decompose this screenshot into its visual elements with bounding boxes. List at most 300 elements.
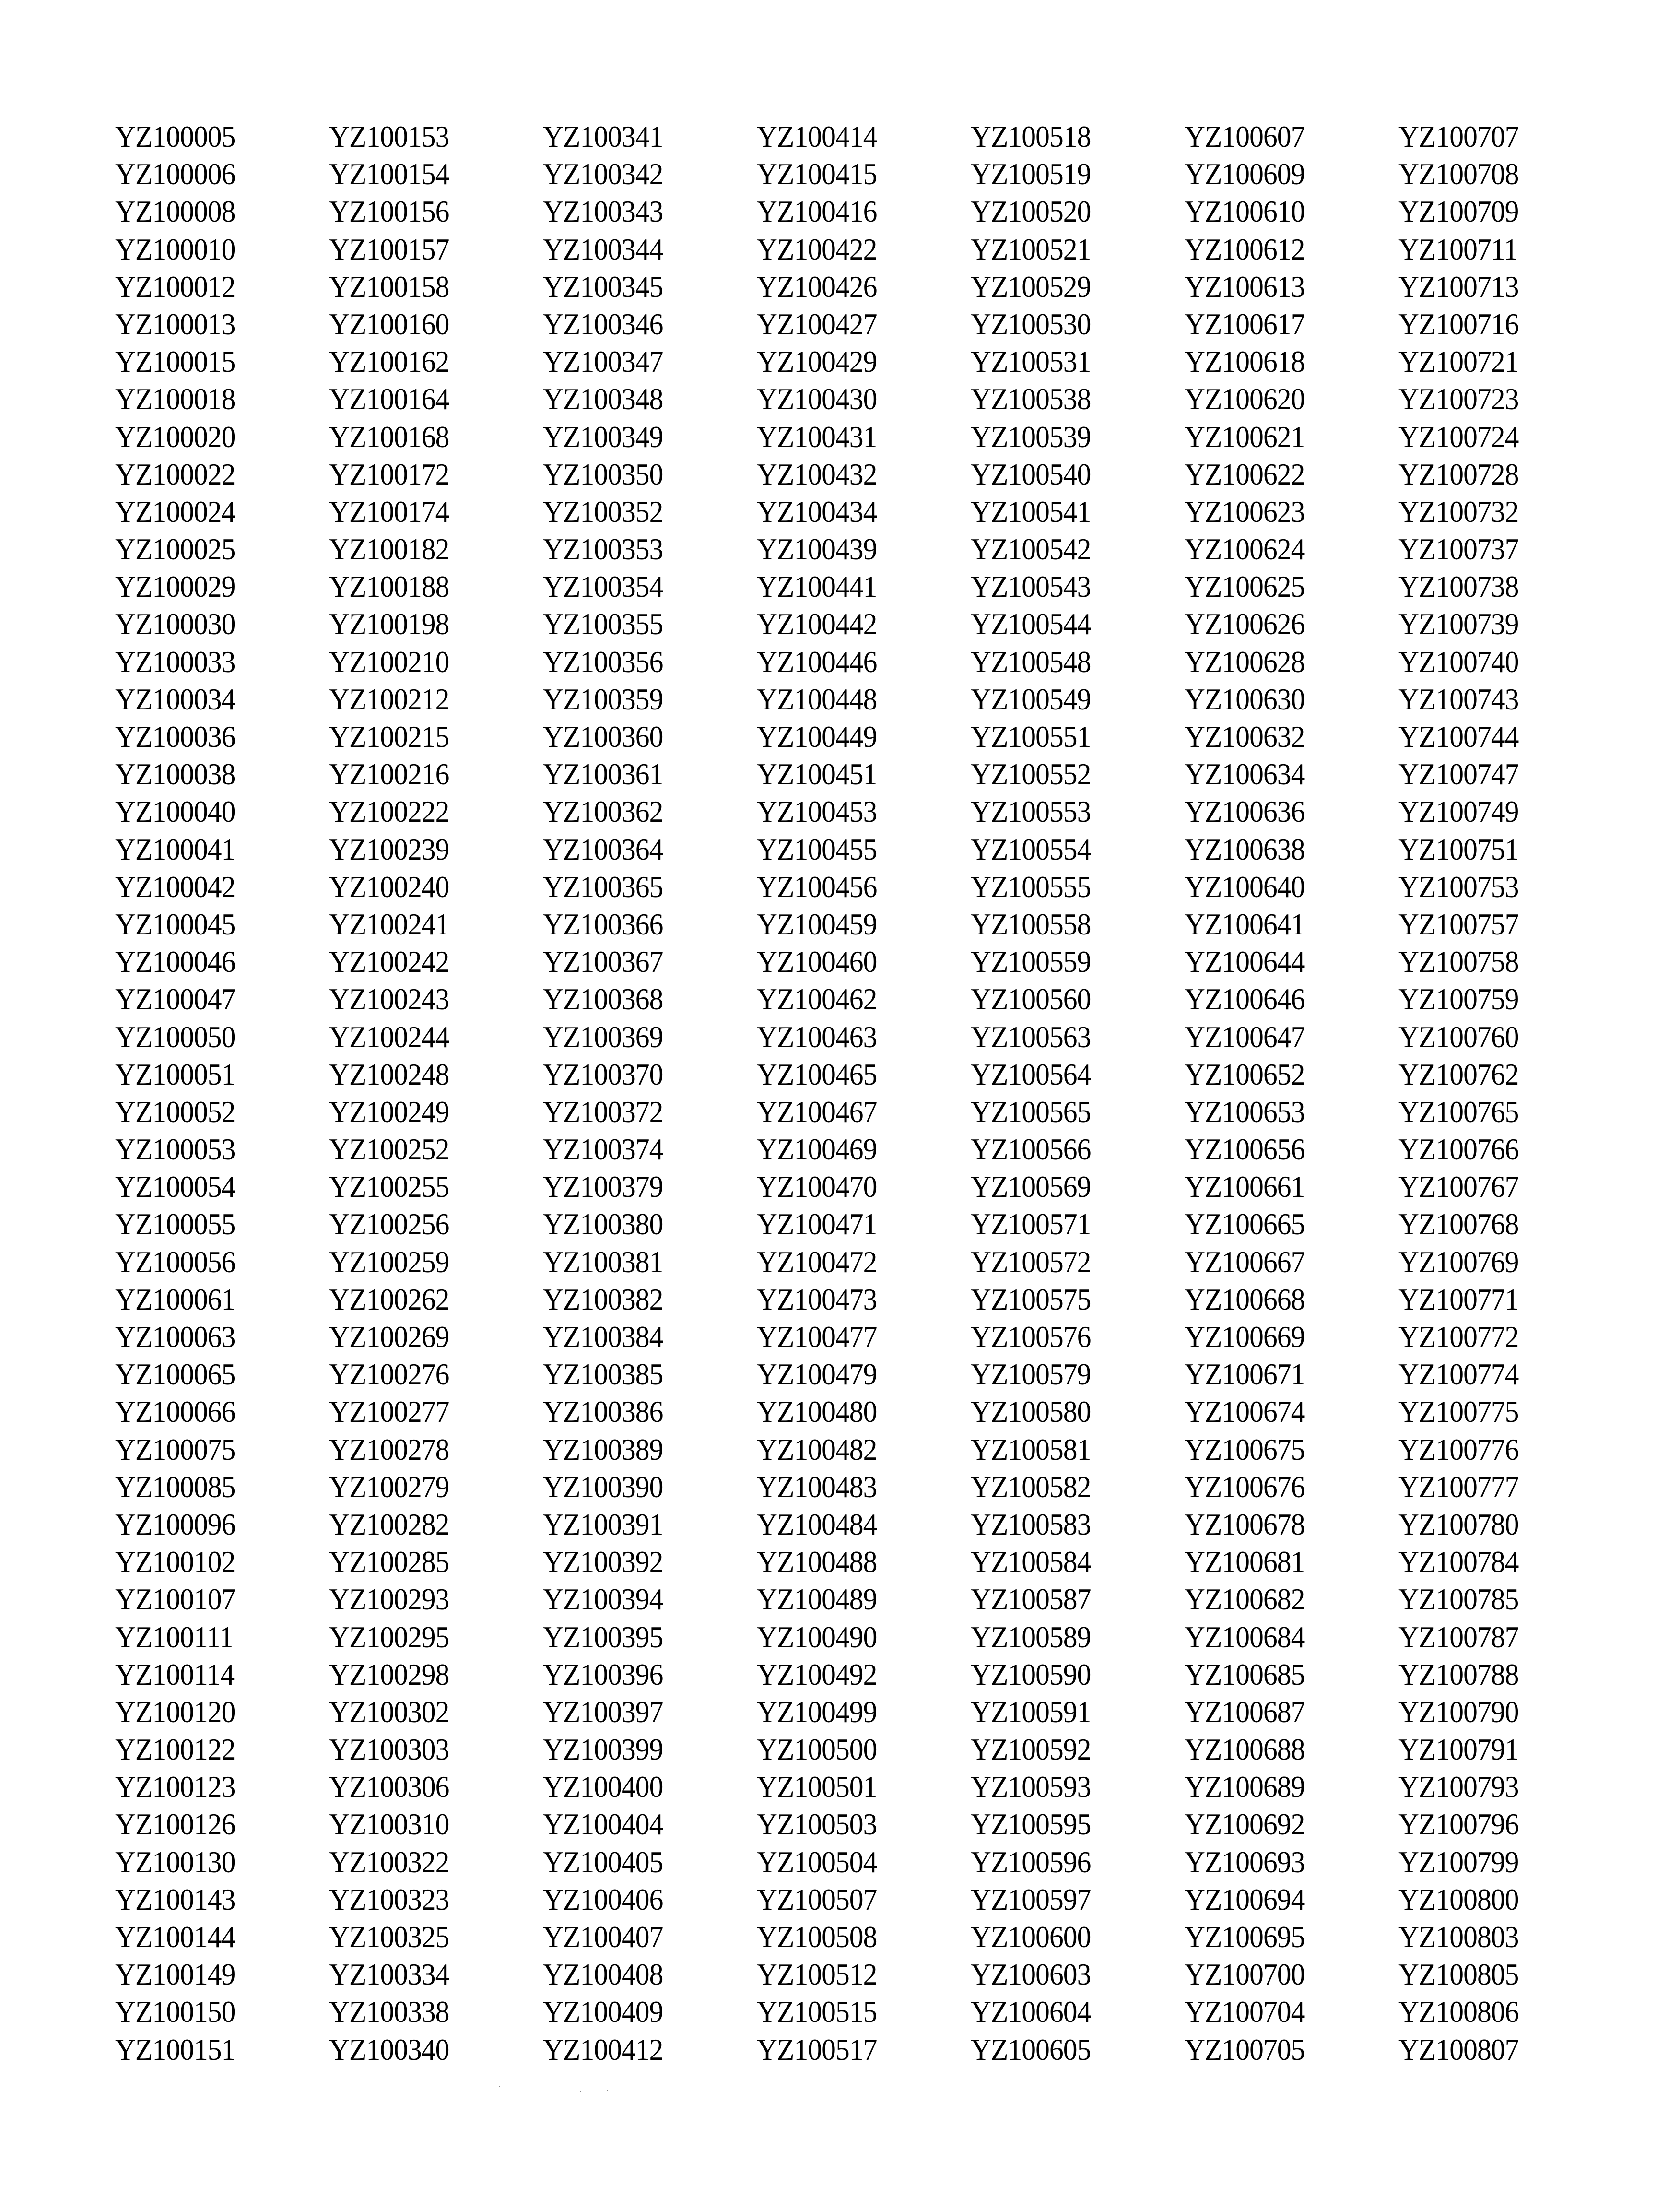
id-code-entry: YZ100123 — [115, 1770, 235, 1804]
id-code-entry: YZ100370 — [543, 1057, 663, 1091]
id-code-entry: YZ100362 — [543, 794, 663, 829]
id-code-entry: YZ100045 — [115, 907, 235, 941]
id-code-entry: YZ100732 — [1398, 494, 1519, 529]
id-code-entry: YZ100678 — [1185, 1507, 1305, 1541]
id-code-entry: YZ100053 — [115, 1132, 235, 1167]
id-code-entry: YZ100489 — [757, 1582, 877, 1617]
id-code-entry: YZ100054 — [115, 1170, 235, 1204]
id-code-entry: YZ100348 — [543, 382, 663, 416]
id-code-entry: YZ100621 — [1185, 419, 1305, 454]
id-code-entry: YZ100038 — [115, 757, 235, 792]
id-code-entry: YZ100501 — [757, 1770, 877, 1804]
id-code-entry: YZ100352 — [543, 494, 663, 529]
id-code-entry: YZ100322 — [329, 1844, 449, 1879]
id-code-entry: YZ100130 — [115, 1844, 235, 1879]
id-code-entry: YZ100605 — [971, 2032, 1091, 2067]
id-code-entry: YZ100603 — [971, 1957, 1091, 1992]
id-code-entry: YZ100252 — [329, 1132, 449, 1167]
id-code-entry: YZ100160 — [329, 307, 449, 341]
id-code-entry: YZ100382 — [543, 1282, 663, 1316]
id-code-entry: YZ100575 — [971, 1282, 1091, 1316]
id-code-entry: YZ100721 — [1398, 344, 1519, 379]
id-code-entry: YZ100806 — [1398, 1995, 1519, 2029]
id-code-entry: YZ100519 — [971, 157, 1091, 191]
id-code-entry: YZ100405 — [543, 1844, 663, 1879]
id-code-entry: YZ100480 — [757, 1395, 877, 1429]
id-code-entry: YZ100354 — [543, 569, 663, 604]
id-code-entry: YZ100427 — [757, 307, 877, 341]
id-code-entry: YZ100368 — [543, 982, 663, 1016]
id-code-entry: YZ100620 — [1185, 382, 1305, 416]
id-code-entry: YZ100803 — [1398, 1920, 1519, 1954]
id-code-entry: YZ100005 — [115, 119, 235, 154]
id-code-entry: YZ100360 — [543, 720, 663, 754]
id-code-entry: YZ100791 — [1398, 1732, 1519, 1767]
id-code-entry: YZ100604 — [971, 1995, 1091, 2029]
id-code-entry: YZ100259 — [329, 1244, 449, 1279]
id-code-entry: YZ100325 — [329, 1920, 449, 1954]
id-code-entry: YZ100390 — [543, 1469, 663, 1504]
id-code-entry: YZ100347 — [543, 344, 663, 379]
id-code-entry: YZ100431 — [757, 419, 877, 454]
id-code-entry: YZ100406 — [543, 1882, 663, 1916]
id-code-entry: YZ100034 — [115, 682, 235, 716]
id-code-entry: YZ100446 — [757, 644, 877, 679]
id-code-entry: YZ100126 — [115, 1807, 235, 1842]
id-code-entry: YZ100671 — [1185, 1357, 1305, 1392]
id-code-entry: YZ100626 — [1185, 607, 1305, 641]
id-code-entry: YZ100549 — [971, 682, 1091, 716]
id-code-entry: YZ100539 — [971, 419, 1091, 454]
id-code-entry: YZ100479 — [757, 1357, 877, 1392]
id-code-entry: YZ100120 — [115, 1694, 235, 1729]
id-code-entry: YZ100543 — [971, 569, 1091, 604]
id-code-entry: YZ100716 — [1398, 307, 1519, 341]
id-code-entry: YZ100492 — [757, 1657, 877, 1691]
id-code-entry: YZ100162 — [329, 344, 449, 379]
id-code-entry: YZ100042 — [115, 869, 235, 904]
id-code-entry: YZ100460 — [757, 945, 877, 979]
id-code-entry: YZ100416 — [757, 194, 877, 229]
id-code-entry: YZ100790 — [1398, 1694, 1519, 1729]
id-code-entry: YZ100641 — [1185, 907, 1305, 941]
id-code-entry: YZ100298 — [329, 1657, 449, 1691]
id-code-entry: YZ100600 — [971, 1920, 1091, 1954]
id-code-entry: YZ100638 — [1185, 832, 1305, 866]
id-code-entry: YZ100630 — [1185, 682, 1305, 716]
id-code-entry: YZ100695 — [1185, 1920, 1305, 1954]
id-code-entry: YZ100558 — [971, 907, 1091, 941]
id-code-entry: YZ100066 — [115, 1395, 235, 1429]
id-code-entry: YZ100709 — [1398, 194, 1519, 229]
id-code-entry: YZ100462 — [757, 982, 877, 1016]
id-code-entry: YZ100512 — [757, 1957, 877, 1992]
id-code-entry: YZ100114 — [115, 1657, 235, 1691]
id-code-entry: YZ100705 — [1185, 2032, 1305, 2067]
id-code-entry: YZ100564 — [971, 1057, 1091, 1091]
id-code-entry: YZ100634 — [1185, 757, 1305, 792]
id-code-entry: YZ100473 — [757, 1282, 877, 1316]
id-code-entry: YZ100168 — [329, 419, 449, 454]
scan-speck — [499, 2086, 500, 2087]
id-code-entry: YZ100046 — [115, 945, 235, 979]
id-code-entry: YZ100198 — [329, 607, 449, 641]
id-code-entry: YZ100684 — [1185, 1619, 1305, 1654]
id-code-entry: YZ100688 — [1185, 1732, 1305, 1767]
id-code-entry: YZ100769 — [1398, 1244, 1519, 1279]
id-code-entry: YZ100618 — [1185, 344, 1305, 379]
id-code-entry: YZ100361 — [543, 757, 663, 792]
id-code-entry: YZ100669 — [1185, 1320, 1305, 1354]
id-code-entry: YZ100061 — [115, 1282, 235, 1316]
id-code-entry: YZ100391 — [543, 1507, 663, 1541]
id-code-entry: YZ100243 — [329, 982, 449, 1016]
id-code-entry: YZ100589 — [971, 1619, 1091, 1654]
id-code-entry: YZ100592 — [971, 1732, 1091, 1767]
id-code-entry: YZ100143 — [115, 1882, 235, 1916]
id-code-entry: YZ100728 — [1398, 457, 1519, 491]
id-code-entry: YZ100661 — [1185, 1170, 1305, 1204]
id-code-entry: YZ100471 — [757, 1207, 877, 1241]
id-code-entry: YZ100784 — [1398, 1545, 1519, 1579]
id-code-entry: YZ100151 — [115, 2032, 235, 2067]
id-code-entry: YZ100583 — [971, 1507, 1091, 1541]
id-code-entry: YZ100030 — [115, 607, 235, 641]
id-code-entry: YZ100751 — [1398, 832, 1519, 866]
id-code-entry: YZ100256 — [329, 1207, 449, 1241]
id-code-entry: YZ100579 — [971, 1357, 1091, 1392]
id-code-entry: YZ100056 — [115, 1244, 235, 1279]
id-code-entry: YZ100293 — [329, 1582, 449, 1617]
id-code-entry: YZ100085 — [115, 1469, 235, 1504]
id-code-entry: YZ100369 — [543, 1019, 663, 1054]
id-code-entry: YZ100780 — [1398, 1507, 1519, 1541]
id-code-entry: YZ100323 — [329, 1882, 449, 1916]
id-code-entry: YZ100470 — [757, 1170, 877, 1204]
id-code-entry: YZ100581 — [971, 1432, 1091, 1466]
id-code-entry: YZ100593 — [971, 1770, 1091, 1804]
id-code-entry: YZ100544 — [971, 607, 1091, 641]
id-code-entry: YZ100022 — [115, 457, 235, 491]
id-code-entry: YZ100463 — [757, 1019, 877, 1054]
id-code-entry: YZ100747 — [1398, 757, 1519, 792]
id-code-entry: YZ100248 — [329, 1057, 449, 1091]
id-code-entry: YZ100607 — [1185, 119, 1305, 154]
id-code-entry: YZ100723 — [1398, 382, 1519, 416]
id-code-entry: YZ100356 — [543, 644, 663, 679]
id-code-entry: YZ100041 — [115, 832, 235, 866]
id-code-entry: YZ100359 — [543, 682, 663, 716]
id-code-entry: YZ100632 — [1185, 720, 1305, 754]
id-code-entry: YZ100063 — [115, 1320, 235, 1354]
id-code-entry: YZ100517 — [757, 2032, 877, 2067]
id-code-entry: YZ100595 — [971, 1807, 1091, 1842]
id-code-entry: YZ100711 — [1398, 232, 1518, 266]
id-code-entry: YZ100215 — [329, 720, 449, 754]
id-code-entry: YZ100386 — [543, 1395, 663, 1429]
id-code-entry: YZ100172 — [329, 457, 449, 491]
id-code-entry: YZ100020 — [115, 419, 235, 454]
id-code-entry: YZ100269 — [329, 1320, 449, 1354]
id-code-entry: YZ100771 — [1398, 1282, 1519, 1316]
id-code-entry: YZ100799 — [1398, 1844, 1519, 1879]
id-code-entry: YZ100012 — [115, 269, 235, 304]
id-code-entry: YZ100430 — [757, 382, 877, 416]
id-code-entry: YZ100610 — [1185, 194, 1305, 229]
id-code-entry: YZ100793 — [1398, 1770, 1519, 1804]
id-code-entry: YZ100340 — [329, 2032, 449, 2067]
id-code-entry: YZ100675 — [1185, 1432, 1305, 1466]
id-code-entry: YZ100469 — [757, 1132, 877, 1167]
id-code-entry: YZ100414 — [757, 119, 877, 154]
id-code-entry: YZ100107 — [115, 1582, 235, 1617]
id-code-entry: YZ100102 — [115, 1545, 235, 1579]
id-code-entry: YZ100384 — [543, 1320, 663, 1354]
id-code-entry: YZ100472 — [757, 1244, 877, 1279]
id-code-entry: YZ100422 — [757, 232, 877, 266]
id-code-entry: YZ100800 — [1398, 1882, 1519, 1916]
id-code-entry: YZ100765 — [1398, 1094, 1519, 1129]
id-code-entry: YZ100521 — [971, 232, 1091, 266]
id-code-entry: YZ100439 — [757, 532, 877, 567]
id-code-entry: YZ100334 — [329, 1957, 449, 1992]
id-code-entry: YZ100395 — [543, 1619, 663, 1654]
id-code-entry: YZ100542 — [971, 532, 1091, 567]
id-code-entry: YZ100713 — [1398, 269, 1519, 304]
id-code-entry: YZ100563 — [971, 1019, 1091, 1054]
id-code-entry: YZ100738 — [1398, 569, 1519, 604]
id-code-entry: YZ100504 — [757, 1844, 877, 1879]
id-code-entry: YZ100006 — [115, 157, 235, 191]
id-code-entry: YZ100571 — [971, 1207, 1091, 1241]
id-code-entry: YZ100465 — [757, 1057, 877, 1091]
id-code-entry: YZ100255 — [329, 1170, 449, 1204]
id-code-entry: YZ100565 — [971, 1094, 1091, 1129]
id-code-entry: YZ100704 — [1185, 1995, 1305, 2029]
id-code-entry: YZ100612 — [1185, 232, 1305, 266]
id-code-entry: YZ100653 — [1185, 1094, 1305, 1129]
id-code-entry: YZ100554 — [971, 832, 1091, 866]
id-code-entry: YZ100302 — [329, 1694, 449, 1729]
id-code-entry: YZ100164 — [329, 382, 449, 416]
id-code-entry: YZ100805 — [1398, 1957, 1519, 1992]
id-code-entry: YZ100740 — [1398, 644, 1519, 679]
id-code-entry: YZ100154 — [329, 157, 449, 191]
id-code-entry: YZ100515 — [757, 1995, 877, 2029]
id-code-entry: YZ100757 — [1398, 907, 1519, 941]
id-code-entry: YZ100372 — [543, 1094, 663, 1129]
id-code-entry: YZ100553 — [971, 794, 1091, 829]
id-code-entry: YZ100241 — [329, 907, 449, 941]
id-code-entry: YZ100500 — [757, 1732, 877, 1767]
id-code-entry: YZ100520 — [971, 194, 1091, 229]
id-code-entry: YZ100239 — [329, 832, 449, 866]
id-code-entry: YZ100350 — [543, 457, 663, 491]
id-code-entry: YZ100157 — [329, 232, 449, 266]
id-code-entry: YZ100529 — [971, 269, 1091, 304]
id-code-entry: YZ100008 — [115, 194, 235, 229]
id-code-entry: YZ100408 — [543, 1957, 663, 1992]
id-code-entry: YZ100426 — [757, 269, 877, 304]
id-code-entry: YZ100597 — [971, 1882, 1091, 1916]
id-code-entry: YZ100153 — [329, 119, 449, 154]
id-code-entry: YZ100640 — [1185, 869, 1305, 904]
id-code-entry: YZ100174 — [329, 494, 449, 529]
id-code-entry: YZ100622 — [1185, 457, 1305, 491]
id-code-entry: YZ100310 — [329, 1807, 449, 1842]
id-code-entry: YZ100050 — [115, 1019, 235, 1054]
id-code-entry: YZ100400 — [543, 1770, 663, 1804]
id-code-entry: YZ100285 — [329, 1545, 449, 1579]
id-code-entry: YZ100277 — [329, 1395, 449, 1429]
id-code-entry: YZ100785 — [1398, 1582, 1519, 1617]
scan-speck — [607, 2090, 608, 2091]
id-code-entry: YZ100029 — [115, 569, 235, 604]
id-code-entry: YZ100355 — [543, 607, 663, 641]
id-code-entry: YZ100222 — [329, 794, 449, 829]
id-code-entry: YZ100530 — [971, 307, 1091, 341]
id-code-entry: YZ100548 — [971, 644, 1091, 679]
id-code-entry: YZ100442 — [757, 607, 877, 641]
id-code-entry: YZ100477 — [757, 1320, 877, 1354]
id-code-entry: YZ100749 — [1398, 794, 1519, 829]
id-code-entry: YZ100018 — [115, 382, 235, 416]
id-code-entry: YZ100399 — [543, 1732, 663, 1767]
id-code-entry: YZ100676 — [1185, 1469, 1305, 1504]
id-code-entry: YZ100349 — [543, 419, 663, 454]
id-code-entry: YZ100739 — [1398, 607, 1519, 641]
id-code-entry: YZ100033 — [115, 644, 235, 679]
id-code-entry: YZ100540 — [971, 457, 1091, 491]
id-code-entry: YZ100617 — [1185, 307, 1305, 341]
id-code-entry: YZ100693 — [1185, 1844, 1305, 1879]
id-code-entry: YZ100766 — [1398, 1132, 1519, 1167]
id-code-entry: YZ100306 — [329, 1770, 449, 1804]
id-code-entry: YZ100338 — [329, 1995, 449, 2029]
id-code-entry: YZ100149 — [115, 1957, 235, 1992]
id-code-entry: YZ100668 — [1185, 1282, 1305, 1316]
id-code-entry: YZ100385 — [543, 1357, 663, 1392]
id-code-entry: YZ100075 — [115, 1432, 235, 1466]
id-code-entry: YZ100482 — [757, 1432, 877, 1466]
id-code-entry: YZ100441 — [757, 569, 877, 604]
id-code-entry: YZ100013 — [115, 307, 235, 341]
id-code-entry: YZ100055 — [115, 1207, 235, 1241]
id-code-entry: YZ100624 — [1185, 532, 1305, 567]
id-code-entry: YZ100499 — [757, 1694, 877, 1729]
id-code-entry: YZ100212 — [329, 682, 449, 716]
id-code-entry: YZ100681 — [1185, 1545, 1305, 1579]
id-code-entry: YZ100694 — [1185, 1882, 1305, 1916]
id-code-entry: YZ100768 — [1398, 1207, 1519, 1241]
id-code-entry: YZ100448 — [757, 682, 877, 716]
id-code-entry: YZ100584 — [971, 1545, 1091, 1579]
id-code-entry: YZ100503 — [757, 1807, 877, 1842]
id-code-entry: YZ100456 — [757, 869, 877, 904]
id-code-entry: YZ100144 — [115, 1920, 235, 1954]
id-code-entry: YZ100692 — [1185, 1807, 1305, 1842]
id-code-entry: YZ100652 — [1185, 1057, 1305, 1091]
id-code-entry: YZ100353 — [543, 532, 663, 567]
id-code-entry: YZ100591 — [971, 1694, 1091, 1729]
id-code-entry: YZ100024 — [115, 494, 235, 529]
id-code-entry: YZ100580 — [971, 1395, 1091, 1429]
id-code-entry: YZ100010 — [115, 232, 235, 266]
id-code-entry: YZ100737 — [1398, 532, 1519, 567]
id-code-entry: YZ100551 — [971, 720, 1091, 754]
id-code-entry: YZ100665 — [1185, 1207, 1305, 1241]
id-code-entry: YZ100052 — [115, 1094, 235, 1129]
id-code-entry: YZ100182 — [329, 532, 449, 567]
id-code-entry: YZ100744 — [1398, 720, 1519, 754]
id-code-entry: YZ100796 — [1398, 1807, 1519, 1842]
id-code-entry: YZ100345 — [543, 269, 663, 304]
id-code-entry: YZ100807 — [1398, 2032, 1519, 2067]
id-code-entry: YZ100758 — [1398, 945, 1519, 979]
id-code-entry: YZ100682 — [1185, 1582, 1305, 1617]
id-code-entry: YZ100366 — [543, 907, 663, 941]
id-code-entry: YZ100158 — [329, 269, 449, 304]
id-code-entry: YZ100707 — [1398, 119, 1519, 154]
id-code-entry: YZ100429 — [757, 344, 877, 379]
id-code-entry: YZ100096 — [115, 1507, 235, 1541]
id-code-entry: YZ100453 — [757, 794, 877, 829]
id-code-entry: YZ100396 — [543, 1657, 663, 1691]
id-code-entry: YZ100774 — [1398, 1357, 1519, 1392]
id-code-entry: YZ100777 — [1398, 1469, 1519, 1504]
id-code-entry: YZ100397 — [543, 1694, 663, 1729]
id-code-entry: YZ100596 — [971, 1844, 1091, 1879]
id-code-entry: YZ100262 — [329, 1282, 449, 1316]
id-code-entry: YZ100552 — [971, 757, 1091, 792]
id-code-entry: YZ100015 — [115, 344, 235, 379]
id-code-entry: YZ100646 — [1185, 982, 1305, 1016]
id-code-entry: YZ100279 — [329, 1469, 449, 1504]
id-code-entry: YZ100541 — [971, 494, 1091, 529]
id-code-entry: YZ100467 — [757, 1094, 877, 1129]
id-code-entry: YZ100455 — [757, 832, 877, 866]
id-code-entry: YZ100685 — [1185, 1657, 1305, 1691]
id-code-entry: YZ100156 — [329, 194, 449, 229]
id-code-entry: YZ100656 — [1185, 1132, 1305, 1167]
scan-speck — [580, 2091, 581, 2092]
id-code-entry: YZ100278 — [329, 1432, 449, 1466]
id-code-entry: YZ100379 — [543, 1170, 663, 1204]
id-code-entry: YZ100743 — [1398, 682, 1519, 716]
id-code-entry: YZ100787 — [1398, 1619, 1519, 1654]
id-code-entry: YZ100343 — [543, 194, 663, 229]
id-code-entry: YZ100434 — [757, 494, 877, 529]
id-code-entry: YZ100025 — [115, 532, 235, 567]
id-code-entry: YZ100394 — [543, 1582, 663, 1617]
id-code-entry: YZ100047 — [115, 982, 235, 1016]
id-code-entry: YZ100216 — [329, 757, 449, 792]
id-code-entry: YZ100609 — [1185, 157, 1305, 191]
id-code-entry: YZ100508 — [757, 1920, 877, 1954]
id-code-entry: YZ100483 — [757, 1469, 877, 1504]
id-code-entry: YZ100412 — [543, 2032, 663, 2067]
id-code-entry: YZ100451 — [757, 757, 877, 792]
id-code-entry: YZ100295 — [329, 1619, 449, 1654]
id-code-entry: YZ100407 — [543, 1920, 663, 1954]
id-code-entry: YZ100700 — [1185, 1957, 1305, 1992]
id-code-entry: YZ100559 — [971, 945, 1091, 979]
id-code-entry: YZ100342 — [543, 157, 663, 191]
id-code-entry: YZ100636 — [1185, 794, 1305, 829]
id-code-entry: YZ100623 — [1185, 494, 1305, 529]
id-code-entry: YZ100364 — [543, 832, 663, 866]
id-code-entry: YZ100582 — [971, 1469, 1091, 1504]
